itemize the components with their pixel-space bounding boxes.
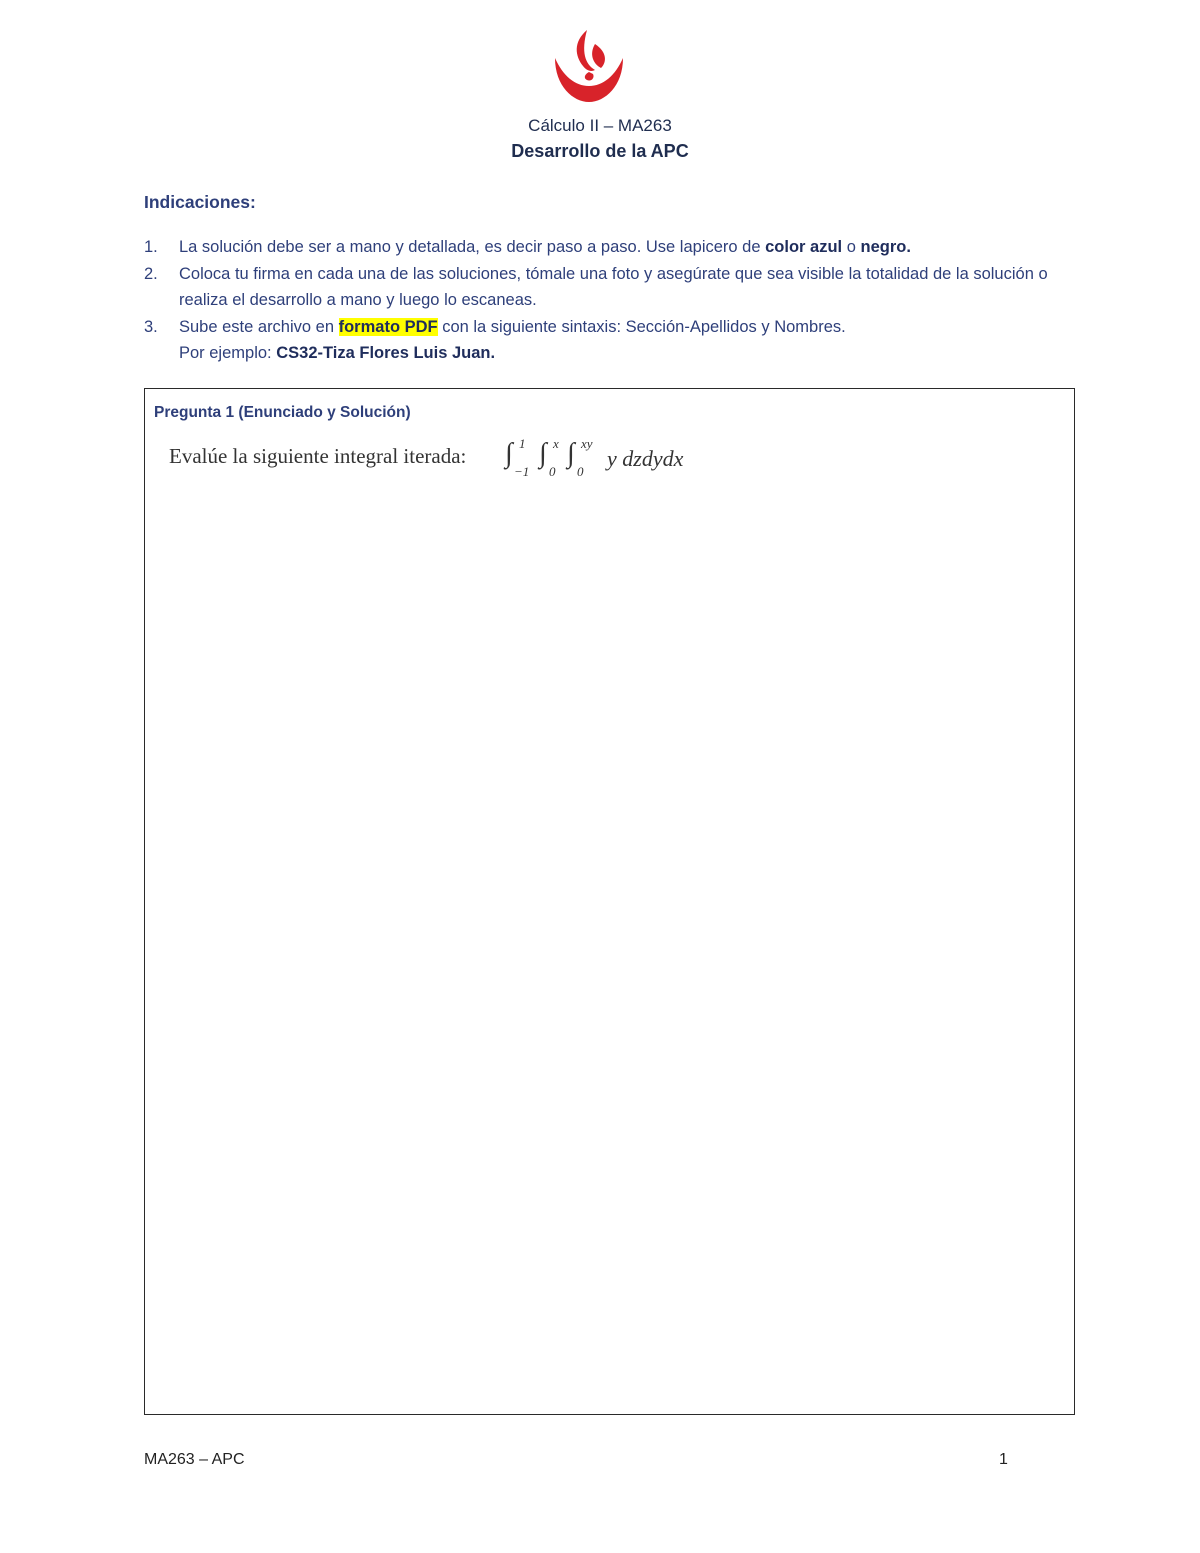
question-title: Pregunta 1 (Enunciado y Solución) xyxy=(154,404,411,421)
integral-lower-limit: 0 xyxy=(549,464,556,479)
integral-upper-limit: x xyxy=(553,436,559,451)
example-end: . xyxy=(490,344,496,362)
list-item xyxy=(144,314,1094,367)
item-text: . xyxy=(906,238,911,256)
item-text: Sube este archivo en xyxy=(179,317,339,336)
integral-upper-limit: 1 xyxy=(519,436,526,451)
pdf-format-highlight: formato PDF xyxy=(338,317,438,336)
list-item xyxy=(144,261,1094,314)
integral-sign: ∫ xyxy=(567,438,575,469)
integral-upper-limit: xy xyxy=(581,436,593,451)
example-label: Por ejemplo: xyxy=(179,344,277,362)
item-text: La solución debe ser a mano y detallada, es decir paso a paso. Use lapicero de xyxy=(179,238,766,256)
question-statement: Evalúe la siguiente integral iterada: xyxy=(169,444,467,468)
page-number: 1 xyxy=(999,1451,1008,1468)
answer-box xyxy=(144,388,1075,1415)
item-number: 3. xyxy=(144,317,158,336)
footer-course-code: MA263 – APC xyxy=(144,1451,245,1468)
document-subtitle: Desarrollo de la APC xyxy=(511,141,689,161)
integrand: y dzdydx xyxy=(607,446,684,471)
integral-sign: ∫ xyxy=(505,438,513,469)
item-text: o xyxy=(842,238,861,256)
course-title: Cálculo II – MA263 xyxy=(528,116,672,135)
item-number: 2. xyxy=(144,264,158,283)
example-value: CS32-Tiza Flores Luis Juan xyxy=(276,344,491,362)
integral-sign: ∫ xyxy=(539,438,547,469)
integral-lower-limit: 0 xyxy=(577,464,584,479)
item-text: con la siguiente sintaxis: Sección-Apellidos y Nombres. xyxy=(437,317,846,336)
upc-logo xyxy=(551,28,627,104)
indications-heading: Indicaciones: xyxy=(144,192,256,212)
list-item xyxy=(144,234,1094,261)
item-number: 1. xyxy=(144,238,158,256)
indications-list xyxy=(144,234,1094,367)
integral-lower-limit: −1 xyxy=(514,464,530,479)
item-text: Coloca tu firma en cada una de las soluciones, tómale una foto y asegúrate que sea visible la totalidad de la solución o realiza el desarrollo a mano y luego lo escaneas. xyxy=(179,264,1048,309)
color-black-emphasis: negro xyxy=(860,238,907,256)
color-blue-emphasis: color azul xyxy=(765,238,843,256)
